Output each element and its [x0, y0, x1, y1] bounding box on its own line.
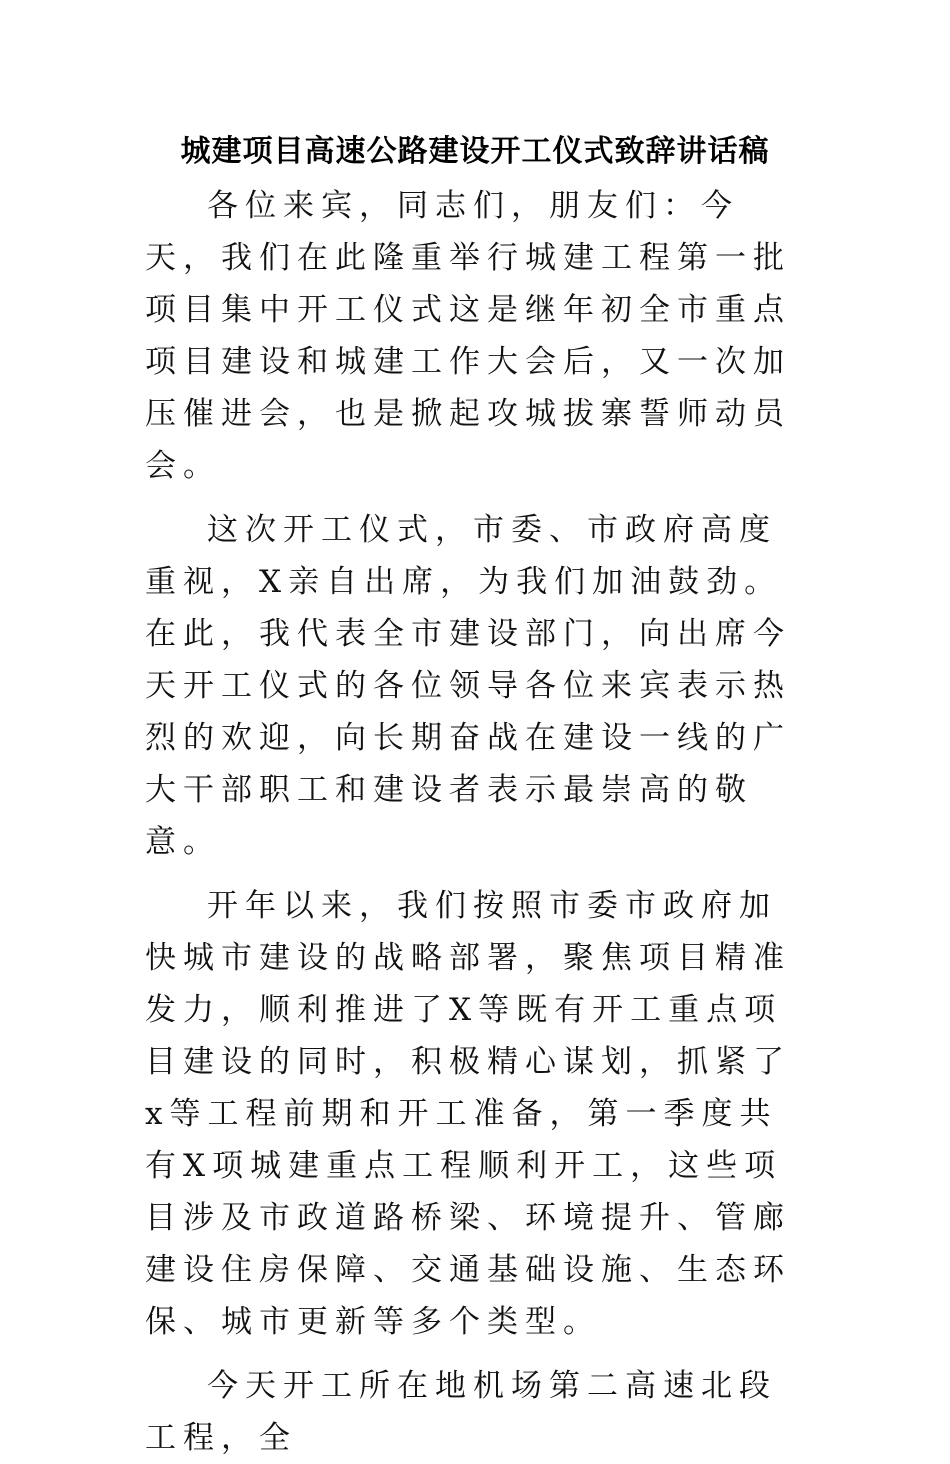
- document-title: 城建项目高速公路建设开工仪式致辞讲话稿: [180, 134, 770, 169]
- paragraph-project: 今天开工所在地机场第二高速北段工程，全: [145, 1368, 777, 1456]
- paragraph-welcome: 这次开工仪式，市委、市政府高度重视，X亲自出席，为我们加油鼓劲。在此，我代表全市建设部门，向出席今天开工仪式的各位领导各位来宾表示热烈的欢迎，向长期奋战在建设一线的广大干部职工和建设者表示最崇高的敬意。: [145, 512, 791, 860]
- paragraph-greeting: 各位来宾，同志们，朋友们：今天，我们在此隆重举行城建工程第一批项目集中开工仪式这是继年初全市重点项目建设和城建工作大会后，又一次加压催进会，也是掀起攻城拔寨誓师动员会。: [145, 188, 791, 484]
- paragraph-progress: 开年以来，我们按照市委市政府加快城市建设的战略部署，聚焦项目精准发力，顺利推进了X等既有开工重点项目建设的同时，积极精心谋划，抓紧了x等工程前期和开工准备，第一季度共有X项城建重点工程顺利开工，这些项目涉及市政道路桥梁、环境提升、管廊建设住房保障、交通基础设施、生态环保、城市更新等多个类型。: [145, 888, 791, 1340]
- document-body: [145, 180, 809, 1464]
